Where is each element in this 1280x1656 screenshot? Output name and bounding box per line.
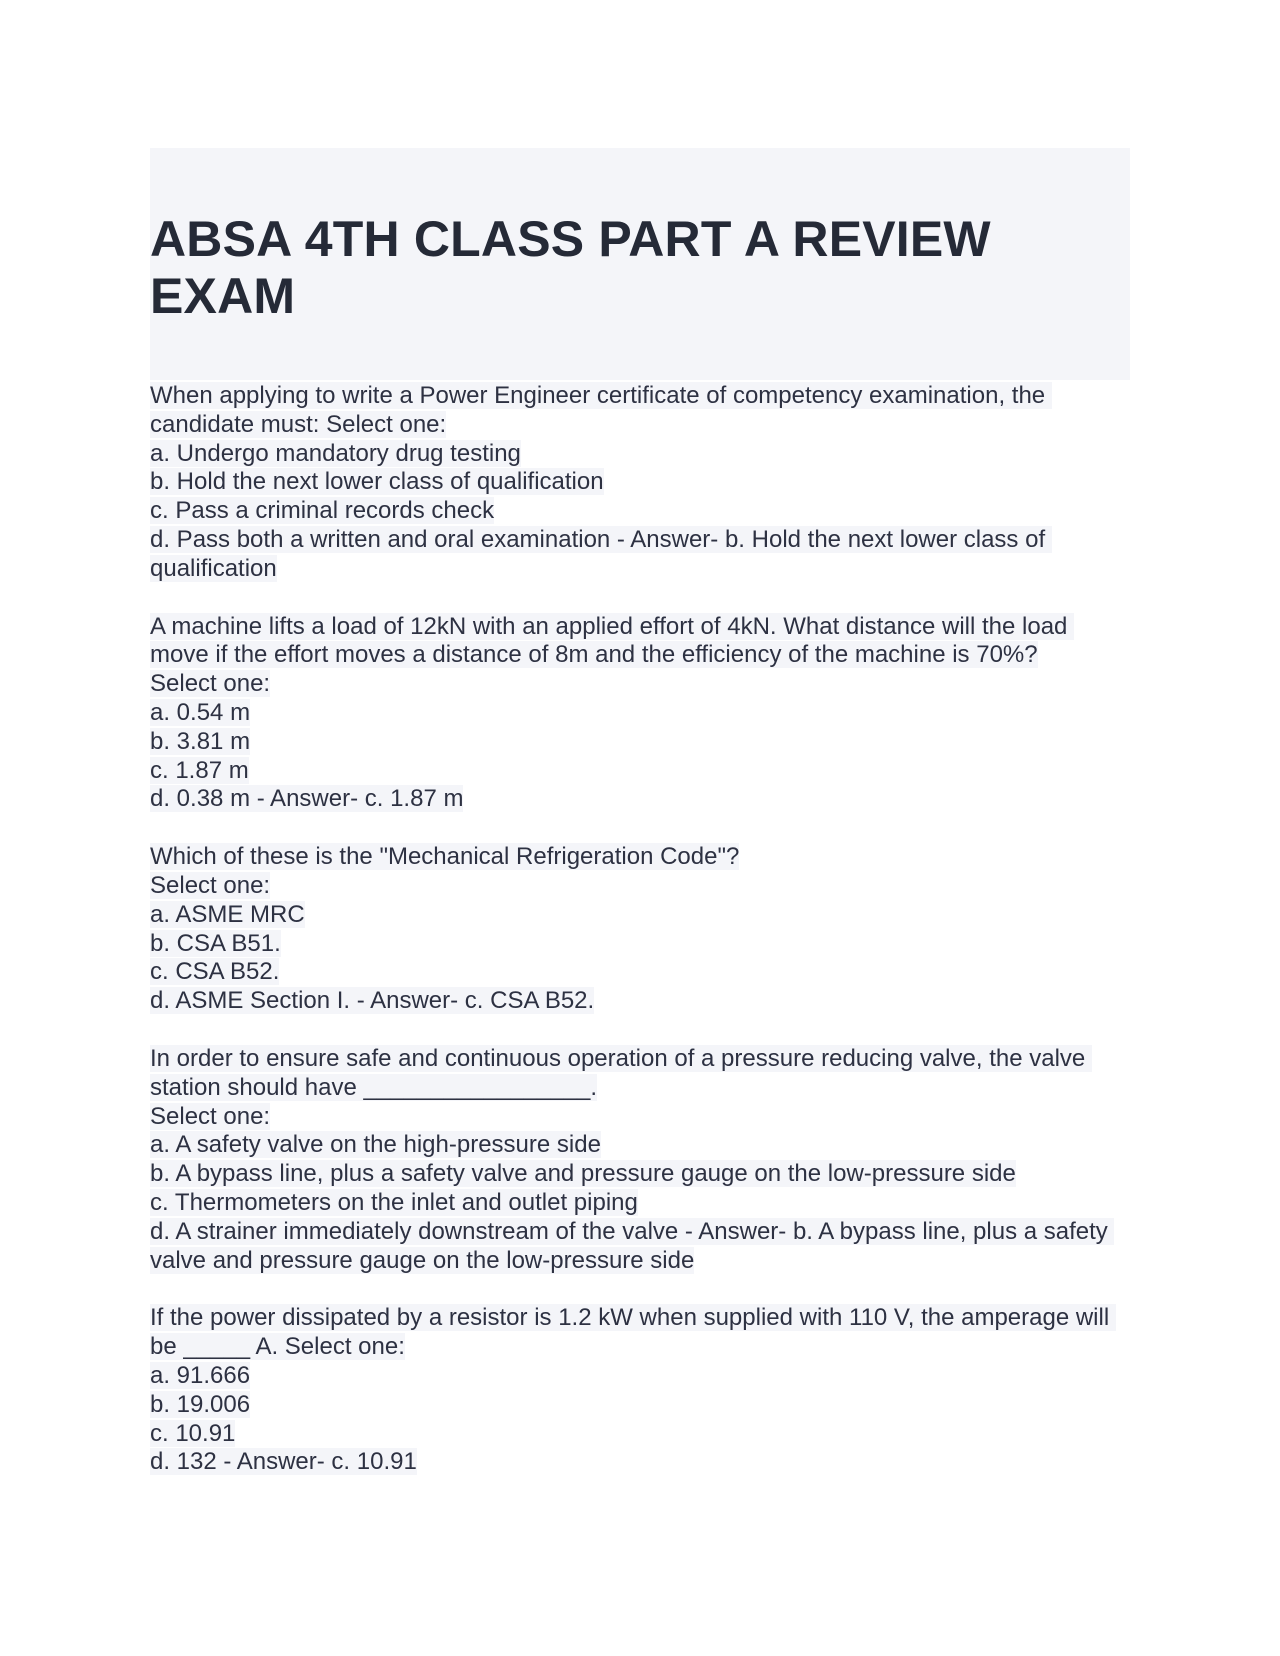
question-text: In order to ensure safe and continuous operation of a pressure reducing valve, the valve station should have _________________. (150, 1044, 1092, 1101)
question-4 (150, 1045, 1130, 1275)
option-d-with-answer: d. A strainer immediately downstream of the valve - Answer- b. A bypass line, plus a safety valve and pressure gauge on the low-pressure side (150, 1217, 1115, 1274)
select-one-prompt: Select one: (150, 871, 271, 899)
question-text: Which of these is the "Mechanical Refrigeration Code"? (150, 843, 740, 871)
option-b: b. CSA B51. (150, 929, 281, 957)
select-one-prompt: Select one: (150, 670, 271, 698)
question-2 (150, 613, 1130, 815)
option-b: b. A bypass line, plus a safety valve and pressure gauge on the low-pressure side (150, 1160, 1016, 1188)
title-block (150, 148, 1130, 380)
question-text: A machine lifts a load of 12kN with an applied effort of 4kN. What distance will the load move if the effort moves a distance of 8m and the efficiency of the machine is 70%? (150, 612, 1075, 669)
question-text: If the power dissipated by a resistor is 1.2 kW when supplied with 110 V, the amperage will be _____ A. Select one: (150, 1304, 1116, 1361)
option-d-with-answer: d. ASME Section I. - Answer- c. CSA B52. (150, 987, 595, 1015)
option-c: c. Thermometers on the inlet and outlet piping (150, 1188, 638, 1216)
option-d-with-answer: d. 0.38 m - Answer- c. 1.87 m (150, 785, 464, 813)
option-c: c. Pass a criminal records check (150, 497, 495, 525)
option-a: a. ASME MRC (150, 900, 305, 928)
option-a: a. 0.54 m (150, 698, 251, 726)
option-d-with-answer: d. 132 - Answer- c. 10.91 (150, 1448, 417, 1476)
option-d-with-answer: d. Pass both a written and oral examination - Answer- b. Hold the next lower class of qualification (150, 525, 1052, 582)
option-b: b. 3.81 m (150, 727, 251, 755)
document-page (150, 148, 1130, 1506)
question-5 (150, 1304, 1130, 1477)
question-text: When applying to write a Power Engineer certificate of competency examination, the candidate must: Select one: (150, 382, 1052, 438)
option-a: a. 91.666 (150, 1361, 251, 1389)
option-c: c. CSA B52. (150, 958, 280, 986)
question-1 (150, 382, 1130, 584)
option-c: c. 1.87 m (150, 756, 249, 784)
option-c: c. 10.91 (150, 1419, 236, 1447)
question-list (150, 382, 1130, 1477)
option-a: a. Undergo mandatory drug testing (150, 439, 521, 467)
select-one-prompt: Select one: (150, 1102, 271, 1130)
option-b: b. 19.006 (150, 1390, 251, 1418)
question-3 (150, 843, 1130, 1016)
option-a: a. A safety valve on the high-pressure side (150, 1131, 601, 1159)
option-b: b. Hold the next lower class of qualification (150, 468, 604, 496)
document-title: ABSA 4TH CLASS PART A REVIEW EXAM (150, 211, 991, 324)
